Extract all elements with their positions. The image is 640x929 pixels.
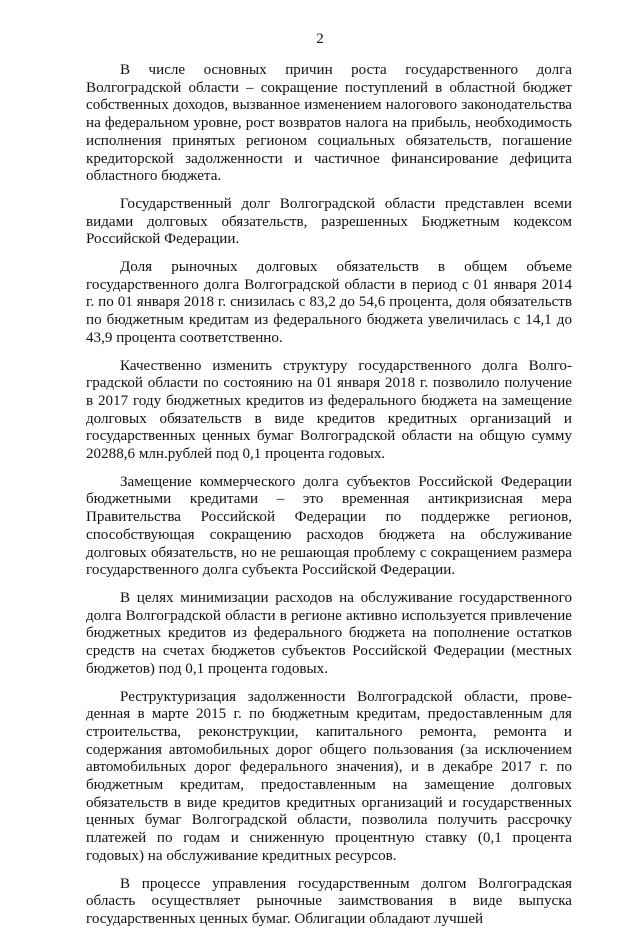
body-text	[86, 62, 572, 929]
paragraph-debt-service-minimization: В целях минимизации расходов на обслуживание государственного долга Волгоградской области в регионе активно используется привлечение бюджетных кредитов из федерального бюджета на пополнение остатков средств на счетах бюджетов субъектов Российской Федерации (местных бюджетов) под 0,1 процента годовых.	[86, 589, 572, 677]
paragraph-market-borrowing: В процессе управления государственным долгом Волгоградская область осуществляет рыночные заимствования в виде выпуска государственных ценных бумаг. Облигации обладают лучшей	[86, 875, 572, 927]
paragraph-commercial-debt-replacement: Замещение коммерческого долга субъектов Российской Федерации бюджетными кредитами – это временная антикризисная мера Правительства Российской Федерации по поддержке регионов, способствующая сокращению расходов бюджета на обслуживание долговых обязательств, но не решающая проблему с сокращением размера государственного долга субъекта Российской Федерации.	[86, 473, 572, 579]
paragraph-debt-structure-change: Качественно изменить структуру государственного долга Волгоградской области по состоянию на 01 января 2018 г. позволило получение в 2017 году бюджетных кредитов из федерального бюджета на замещение долговых обязательств в виде кредитов кредитных организаций и государственных ценных бумаг Волгоградской области на общую сумму 20288,6 млн.рублей под 0,1 процента годовых.	[86, 357, 572, 463]
paragraph-debt-composition: Государственный долг Волгоградской области представлен всеми видами долговых обязательств, разрешенных Бюджетным кодексом Российской Федерации.	[86, 195, 572, 248]
page-number: 2	[316, 31, 324, 47]
paragraph-debt-growth-reasons: В числе основных причин роста государственного долга Волгоградской области – сокращение поступлений в областной бюджет собственных доходов, вызванное изменением налогового законодательства на федеральном уровне, рост возвратов налога на прибыль, необходимость исполнения принятых регионом социальных обязательств, погашение кредиторской задолженности и частичное финансирование дефицита областного бюджета.	[86, 62, 572, 185]
paragraph-debt-restructuring: Реструктуризация задолженности Волгоградской области, проведенная в марте 2015 г. по бюджетным кредитам, предоставленным для строительства, реконструкции, капитального ремонта, ремонта и содержания автомобильных дорог общего пользования (за исключением автомобильных дорог федерального значения), и в декабре 2017 г. по бюджетным кредитам, предоставленным на замещение долговых обязательств в виде кредитов кредитных организаций и государственных ценных бумаг Волгоградской области, позволила получить рассрочку платежей по годам и сниженную процентную ставку (0,1 процента годовых) на обслуживание кредитных ресурсов.	[86, 688, 572, 864]
paragraph-market-debt-share: Доля рыночных долговых обязательств в общем объеме государственного долга Волгоградской области в период с 01 января 2014 г. по 01 января 2018 г. снизилась с 83,2 до 54,6 процента, доля обязательств по бюджетным кредитам из федерального бюджета увеличилась с 14,1 до 43,9 процента соответственно.	[86, 259, 572, 346]
